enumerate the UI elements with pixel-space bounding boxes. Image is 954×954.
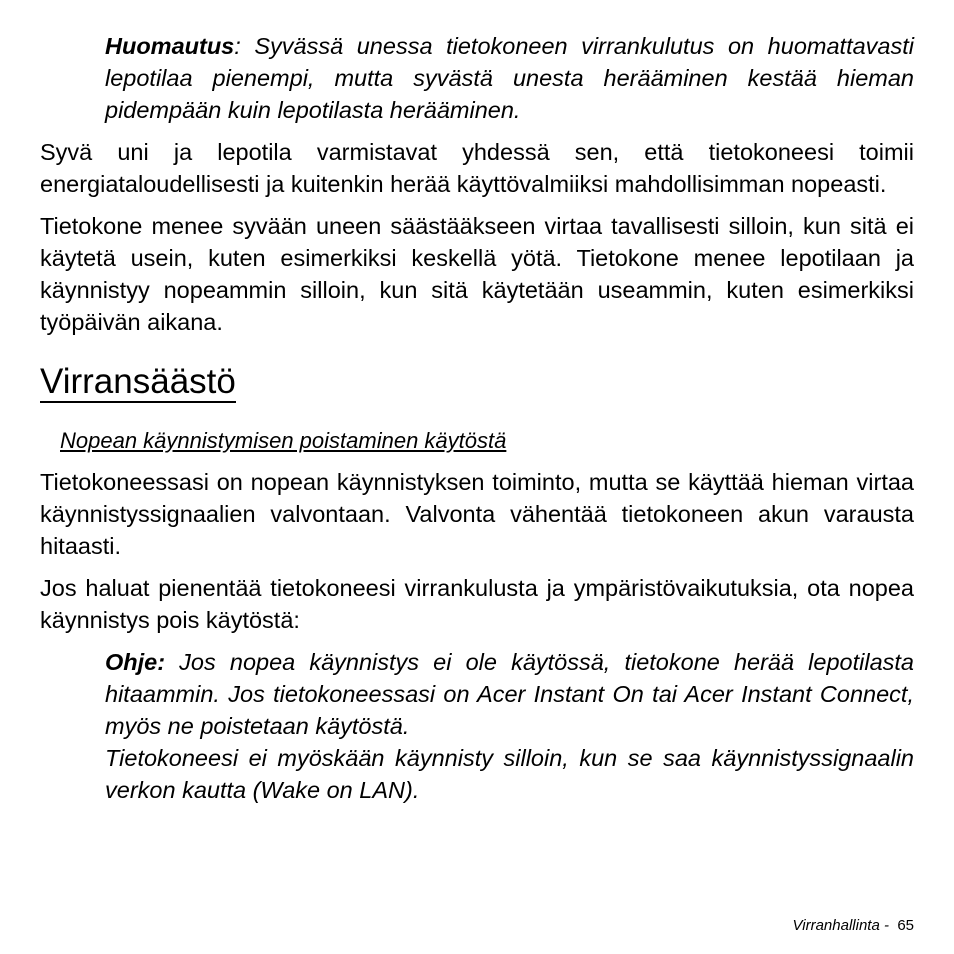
note-label: Ohje: xyxy=(105,649,166,675)
note-text: : Syvässä unessa tietokoneen virrankulutus on huomattavasti lepotilaa pienempi, mutta syvästä unesta herääminen kestää hieman pidempään kuin lepotilasta herääminen. xyxy=(105,33,914,123)
paragraph: Syvä uni ja lepotila varmistavat yhdessä sen, että tietokoneesi toimii energiataloudellisesti ja kuitenkin herää käyttövalmiiksi mahdollisimman nopeasti. xyxy=(40,139,914,197)
paragraph: Tietokoneessasi on nopean käynnistyksen toiminto, mutta se käyttää hieman virtaa käynnistyssignaalien valvontaan. Valvonta vähentää tietokoneen akun varausta hitaasti. xyxy=(40,469,914,559)
document-page xyxy=(40,30,914,806)
note-huomautus xyxy=(105,30,914,126)
section-heading xyxy=(40,360,914,404)
note-text: Jos nopea käynnistys ei ole käytössä, tietokone herää lepotilasta hitaammin. Jos tietokoneessasi on Acer Instant On tai Acer Instant Connect, myös ne poistetaan käytöstä. xyxy=(105,649,914,739)
footer-section: Virranhallinta - xyxy=(792,917,889,934)
paragraph: Jos haluat pienentää tietokoneesi virrankulusta ja ympäristövaikutuksia, ota nopea käynnistys pois käytöstä: xyxy=(40,575,914,633)
note-ohje-continued: Tietokoneesi ei myöskään käynnisty silloin, kun se saa käynnistyssignaalin verkon kautta (Wake on LAN). xyxy=(105,745,914,803)
subheading-link[interactable]: Nopean käynnistymisen poistaminen käytöstä xyxy=(60,428,507,453)
paragraph: Tietokone menee syvään uneen säästääkseen virtaa tavallisesti silloin, kun sitä ei käytetä usein, kuten esimerkiksi keskellä yötä. Tietokone menee lepotilaan ja käynnistyy nopeammin silloin, kun sitä käytetään useammin, kuten esimerkiksi työpäivän aikana. xyxy=(40,213,914,335)
page-footer xyxy=(793,917,914,934)
heading-text: Virransäästö xyxy=(40,362,236,401)
note-ohje xyxy=(105,646,914,742)
note-label: Huomautus xyxy=(105,33,235,59)
page-number: 65 xyxy=(897,917,914,934)
